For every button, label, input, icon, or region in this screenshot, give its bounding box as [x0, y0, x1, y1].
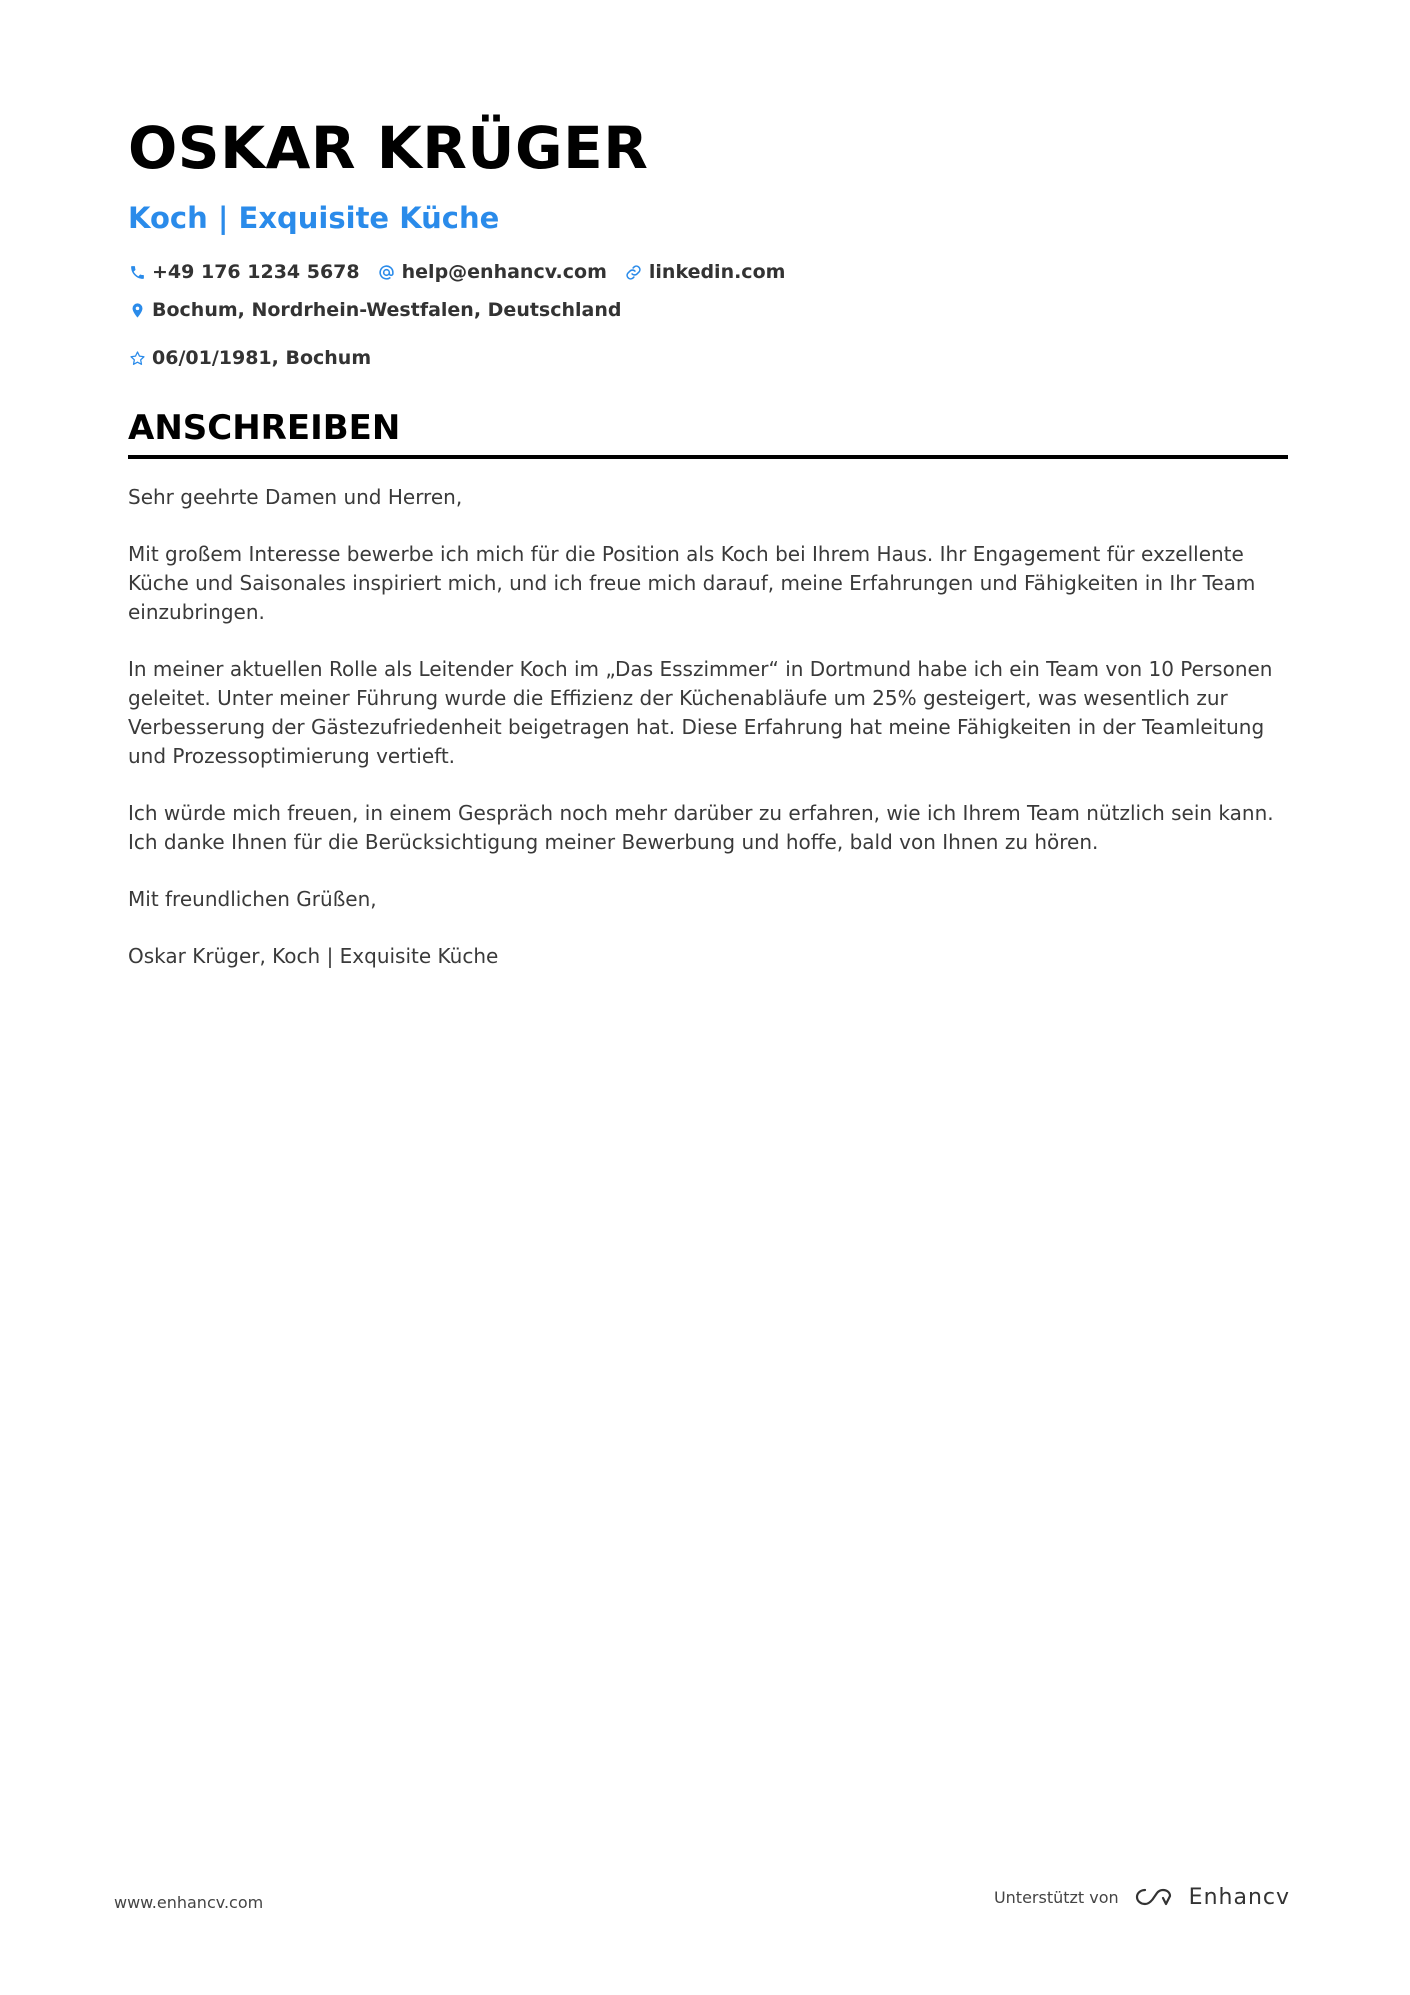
- contact-email-text: help@enhancv.com: [401, 261, 607, 283]
- contact-phone-text: +49 176 1234 5678: [152, 261, 360, 283]
- contact-linkedin-text: linkedin.com: [648, 261, 786, 283]
- job-title: Koch | Exquisite Küche: [128, 201, 500, 235]
- letter-salutation: Sehr geehrte Damen und Herren,: [128, 485, 463, 509]
- footer-branding[interactable]: [994, 1884, 1290, 1910]
- letter-closing: Mit freundlichen Grüßen,: [128, 887, 377, 911]
- link-icon: [625, 263, 643, 281]
- section-divider: [128, 455, 1288, 459]
- contact-birth-text: 06/01/1981, Bochum: [152, 347, 372, 369]
- brand-name: Enhancv: [1188, 1884, 1290, 1910]
- header: [128, 108, 1288, 372]
- contact-phone: [128, 258, 360, 286]
- footer-website[interactable]: www.enhancv.com: [114, 1893, 264, 1912]
- letter-paragraph-1: Mit großem Interesse bewerbe ich mich für die Position als Koch bei Ihrem Haus. Ihr Engagement für exzellente Küche und Saisonales inspiriert mich, und ich freue mich darauf, meine Erfahrungen und Fähigkeiten in Ihr Team einzubringen.: [128, 542, 1256, 624]
- contact-location-text: Bochum, Nordrhein-Westfalen, Deutschland: [152, 299, 622, 321]
- enhancv-logo-icon: [1131, 1884, 1177, 1910]
- star-icon: [128, 349, 146, 367]
- phone-icon: [128, 263, 146, 281]
- cover-letter-section: [128, 405, 1288, 999]
- contact-birth: [128, 344, 371, 372]
- letter-signature: Oskar Krüger, Koch | Exquisite Küche: [128, 944, 499, 968]
- section-title: ANSCHREIBEN: [128, 408, 401, 448]
- powered-by-text: Unterstützt von: [993, 1887, 1119, 1907]
- contact-linkedin[interactable]: [625, 258, 786, 286]
- applicant-name: OSKAR KRÜGER: [128, 114, 649, 182]
- contact-email[interactable]: [378, 258, 607, 286]
- letter-body: [128, 483, 1288, 971]
- contact-location: [128, 296, 622, 324]
- at-icon: [378, 263, 396, 281]
- location-pin-icon: [128, 301, 146, 319]
- letter-paragraph-2: In meiner aktuellen Rolle als Leitender Koch im „Das Esszimmer“ in Dortmund habe ich ein Team von 10 Personen geleitet. Unter meiner Führung wurde die Effizienz der Küchenabläufe um 25% gesteigert, was wesentlich zur Verbesserung der Gästezufriedenheit beigetragen hat. Diese Erfahrung hat meine Fähigkeiten in der Teamleitung und Prozessoptimierung vertieft.: [128, 657, 1273, 768]
- letter-paragraph-3: Ich würde mich freuen, in einem Gespräch noch mehr darüber zu erfahren, wie ich Ihrem Team nützlich sein kann. Ich danke Ihnen für die Berücksichtigung meiner Bewerbung und hoffe, bald von Ihnen zu hören.: [128, 801, 1274, 854]
- contact-list: [128, 258, 1288, 372]
